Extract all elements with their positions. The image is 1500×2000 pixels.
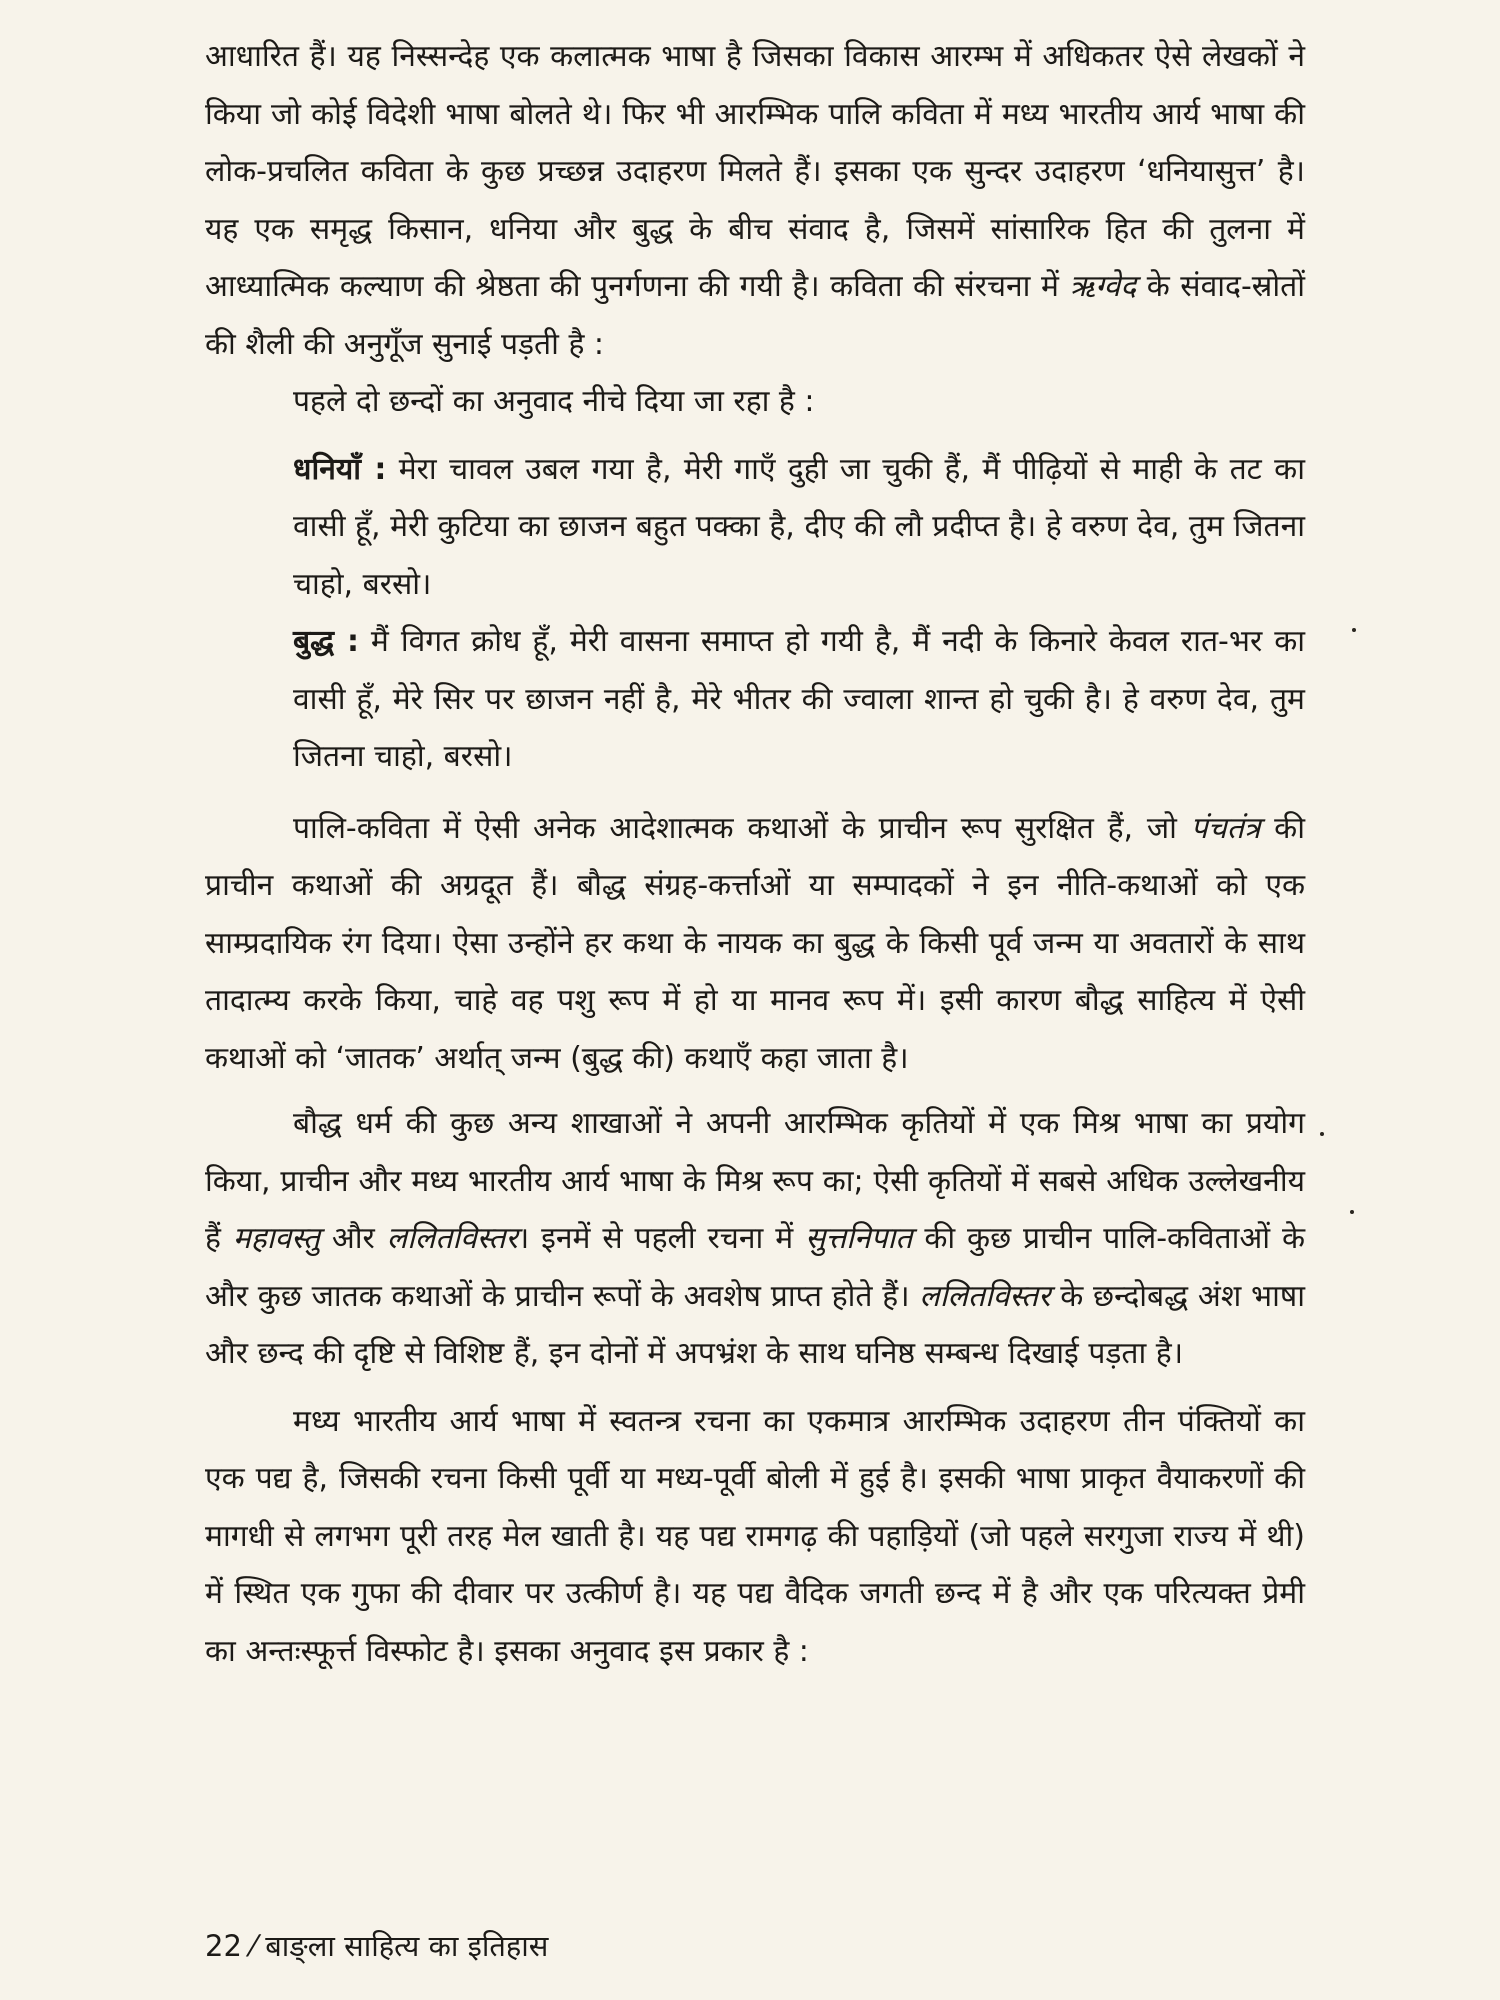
page-number: 22 — [205, 1929, 242, 1963]
paragraph-jataka: पालि-कविता में ऐसी अनेक आदेशात्मक कथाओं के प्राचीन रूप सुरक्षित हैं, जो पंचतंत्र की प्राचीन कथाओं की अग्रदूत हैं। बौद्ध संग्रह-कर्त्ताओं या सम्पादकों ने इन नीति-कथाओं को एक साम्प्रदायिक रंग दिया। ऐसा उन्होंने हर कथा के नायक का बुद्ध के किसी पूर्व जन्म या अवतारों के साथ तादात्म्य करके किया, चाहे वह पशु रूप में हो या मानव रूप में। इसी कारण बौद्ध साहित्य में ऐसी कथाओं को ‘जातक’ अर्थात् जन्म (बुद्ध की) कथाएँ कहा जाता है। — [205, 810, 1305, 1076]
paragraph-mixed-language: बौद्ध धर्म की कुछ अन्य शाखाओं ने अपनी आरम्भिक कृतियों में एक मिश्र भाषा का प्रयोग किया, प्राचीन और मध्य भारतीय आर्य भाषा के मिश्र रूप का; ऐसी कृतियों में सबसे अधिक उल्लेखनीय हैं महावस्तु और ललितविस्तर। इनमें से पहली रचना में सुत्तनिपात की कुछ प्राचीन पालि-कविताओं के और कुछ जातक कथाओं के प्राचीन रूपों के अवशेष प्राप्त होते हैं। ललितविस्तर के छन्दोबद्ध अंश भाषा और छन्द की दृष्टि से विशिष्ट हैं, इन दोनों में अपभ्रंश के साथ घनिष्ठ सम्बन्ध दिखाई पड़ता है। — [205, 1106, 1306, 1371]
paragraph-ramgarh-inscription: मध्य भारतीय आर्य भाषा में स्वतन्त्र रचना का एकमात्र आरम्भिक उदाहरण तीन पंक्तियों का एक पद्य है, जिसकी रचना किसी पूर्वी या मध्य-पूर्वी बोली में हुई है। इसकी भाषा प्राकृत वैयाकरणों की मागधी से लगभग पूरी तरह मेल खाती है। यह पद्य रामगढ़ की पहाड़ियों (जो पहले सरगुजा राज्य में थी) में स्थित एक गुफा की दीवार पर उत्कीर्ण है। यह पद्य वैदिक जगती छन्द में है और एक परित्यक्त प्रेमी का अन्तःस्फूर्त्त विस्फोट है। इसका अनुवाद इस प्रकार है : — [205, 1403, 1305, 1669]
italic-rigveda: ऋग्वेद — [1069, 269, 1137, 304]
italic-suttanipata: सुत्तनिपात — [805, 1221, 913, 1256]
scan-speck — [1350, 1210, 1354, 1214]
scan-speck — [1352, 628, 1356, 632]
italic-panchatantra: पंचतंत्र — [1190, 810, 1261, 846]
dialog-dhaniya: धनियाँ : मेरा चावल उबल गया है, मेरी गाएँ दुही जा चुकी हैं, मैं पीढ़ियों से माही के तट का वासी हूँ, मेरी कुटिया का छाजन बहुत पक्का है, दीए की लौ प्रदीप्त है। हे वरुण देव, तुम जितना चाहो, बरसो। — [293, 451, 1305, 602]
footer-separator: ⁄ — [241, 1929, 266, 1963]
scan-speck — [1320, 1132, 1324, 1136]
italic-lalitavistara: ललितविस्तर — [386, 1221, 518, 1256]
running-title: बाङ्ला साहित्य का इतिहास — [265, 1929, 549, 1963]
italic-lalitavistara-2: ललितविस्तर — [919, 1278, 1051, 1314]
paragraph-dhaniyasutta-intro: आधारित हैं। यह निस्सन्देह एक कलात्मक भाषा है जिसका विकास आरम्भ में अधिकतर ऐसे लेखकों ने किया जो कोई विदेशी भाषा बोलते थे। फिर भी आरम्भिक पालि कविता में मध्य भारतीय आर्य भाषा की लोक-प्रचलित कविता के कुछ प्रच्छन्न उदाहरण मिलते हैं। इसका एक सुन्दर उदाहरण ‘धनियासुत्त’ है। यह एक समृद्ध किसान, धनिया और बुद्ध के बीच संवाद है, जिसमें सांसारिक हित की तुलना में आध्यात्मिक कल्याण की श्रेष्ठता की पुनर्गणना की गयी है। कविता की संरचना में ऋग्वेद के संवाद-स्रोतों की शैली की अनुगूँज सुनाई पड़ती है : — [205, 39, 1305, 362]
speaker-label-dhaniya: धनियाँ : — [293, 451, 387, 487]
speaker-label-buddha: बुद्ध : — [293, 624, 359, 659]
dialog-buddha: बुद्ध : मैं विगत क्रोध हूँ, मेरी वासना समाप्त हो गयी है, मैं नदी के किनारे केवल रात-भर का वासी हूँ, मेरे सिर पर छाजन नहीं है, मेरे भीतर की ज्वाला शान्त हो चुकी है। हे वरुण देव, तुम जितना चाहो, बरसो। — [293, 624, 1305, 774]
page-footer — [205, 1926, 548, 1965]
paragraph-translation-note: पहले दो छन्दों का अनुवाद नीचे दिया जा रहा है : — [293, 384, 815, 419]
italic-mahavastu: महावस्तु — [232, 1221, 320, 1256]
